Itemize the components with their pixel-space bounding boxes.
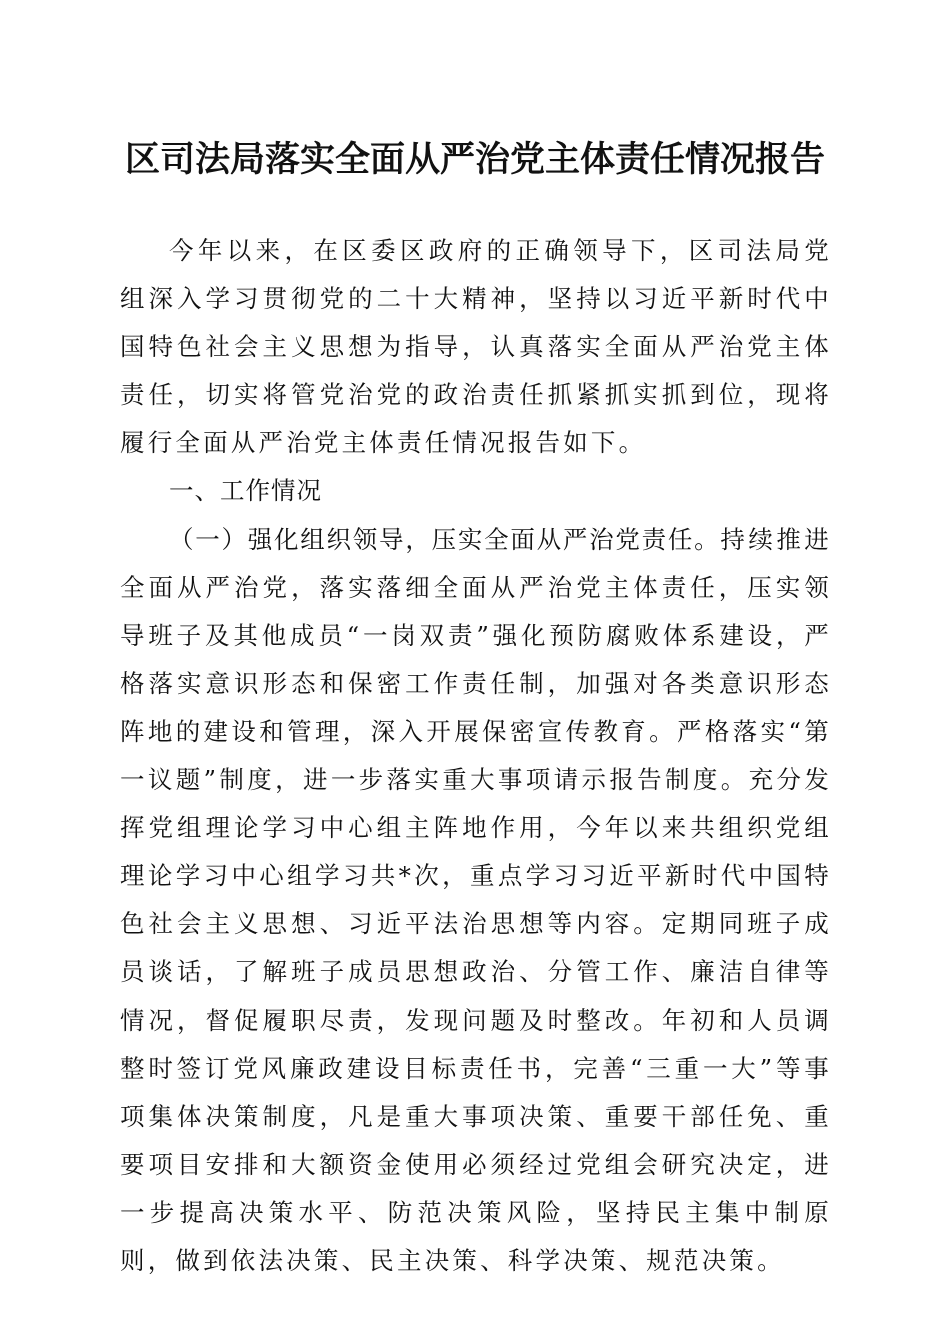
subsection-paragraph bbox=[120, 516, 832, 1286]
subsection-body: 持续推进全面从严治党，落实落细全面从严治党主体责任，压实领导班子及其他成员“一岗双责”强化预防腐败体系建设，严格落实意识形态和保密工作责任制，加强对各类意识形态阵地的建设和管理，深入开展保密宣传教育。严格落实“第一议题”制度，进一步落实重大事项请示报告制度。充分发挥党组理论学习中心组主阵地作用，今年以来共组织党组理论学习中心组学习共*次，重点学习习近平新时代中国特色社会主义思想、习近平法治思想等内容。定期同班子成员谈话，了解班子成员思想政治、分管工作、廉洁自律等情况，督促履职尽责，发现问题及时整改。年初和人员调整时签订党风廉政建设目标责任书，完善“三重一大”等事项集体决策制度，凡是重大事项决策、重要干部任免、重要项目安排和大额资金使用必须经过党组会研究决定，进一步提高决策水平、防范决策风险，坚持民主集中制原则，做到依法决策、民主决策、科学决策、规范决策。 bbox=[120, 524, 832, 1275]
document-body bbox=[120, 227, 832, 1285]
intro-paragraph: 今年以来，在区委区政府的正确领导下，区司法局党组深入学习贯彻党的二十大精神，坚持以习近平新时代中国特色社会主义思想为指导，认真落实全面从严治党主体责任，切实将管党治党的政治责任抓紧抓实抓到位，现将履行全面从严治党主体责任情况报告如下。 bbox=[120, 236, 832, 458]
document-title: 区司法局落实全面从严治党主体责任情况报告 bbox=[124, 139, 825, 180]
subsection-title: （一）强化组织领导，压实全面从严治党责任。 bbox=[169, 524, 721, 554]
section-heading-work-status: 一、工作情况 bbox=[169, 476, 322, 506]
